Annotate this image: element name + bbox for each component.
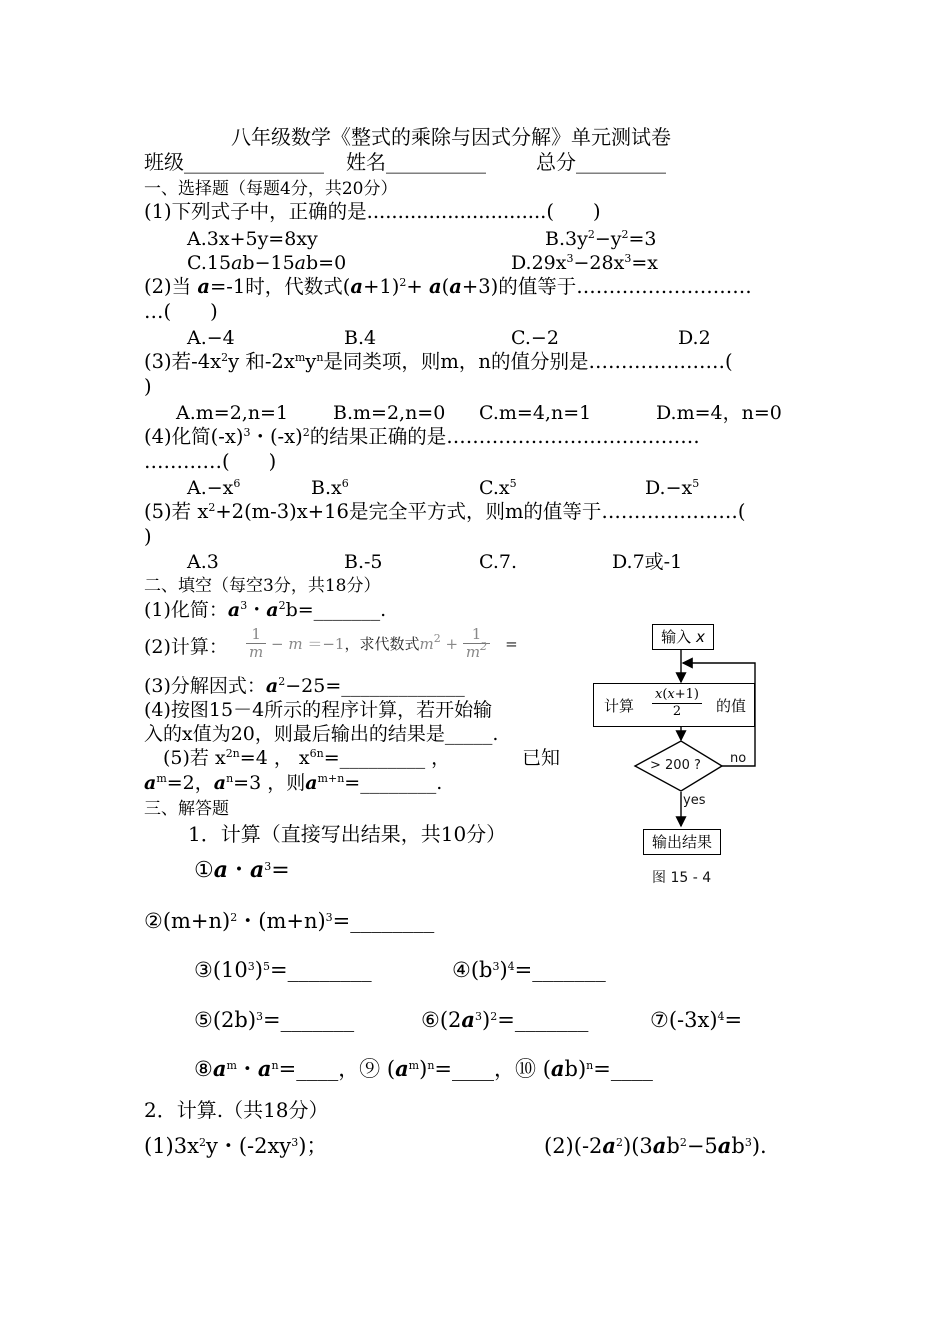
calc-item-9-blank[interactable]: ____ [452, 1057, 495, 1081]
flow-no-label: no [730, 751, 747, 766]
fill-q5-prefix: (5)若 [163, 747, 209, 769]
calc-item-3-blank[interactable]: ________ [287, 958, 372, 982]
fill-q1-blank[interactable]: _______ [313, 599, 381, 621]
calc-item-10-blank[interactable]: ____ [610, 1057, 653, 1081]
fill-q1: (1)化简：$a^3$・$a^2b=\_\_\_\_\_\_\_$. [144, 599, 387, 621]
flow-output-box [643, 829, 721, 855]
flow-input-box: 输入 x [652, 624, 714, 650]
score-blank[interactable]: _________ [576, 150, 666, 174]
calc-items-8-10: $⑧a^m$・$a^n=\_\_\_\_$，⑨ $(a^m)^n=\_\_\_\_$，⑩ (ab)$^n$=____ [194, 1056, 653, 1081]
fill-q2 [144, 635, 228, 659]
part2-heading: 2．计算.（共18分） [144, 1098, 329, 1122]
calc-item-7: $⑦(-3x)^4=$ [650, 1008, 743, 1032]
part1-heading: 1．计算（直接写出结果，共10分） [188, 822, 507, 846]
class-field [144, 150, 324, 174]
calc-item-6: $⑥(2a^3)^2=\_\_\_\_\_\_\_$ [421, 1007, 589, 1032]
name-label: 姓名 [346, 150, 386, 174]
q3-option-c[interactable]: C.m=4,n=1 [479, 402, 592, 424]
fill-q5-line2: $a^m=2$，$a^n=3$ ，则$a^{m+n}=\_\_\_\_\_\_\_\_$. [144, 772, 443, 794]
part2-item-2: $(2)(-2a^2)(3ab^2-5ab^3)$. [544, 1133, 767, 1158]
fill-q3-blank[interactable]: _____________ [341, 675, 465, 697]
q1-option-b[interactable]: $B.3y^2-y^2=3$ [545, 228, 657, 250]
flow-compute-label: 计算 [604, 697, 635, 715]
q4-stem-line2: …………( ) [144, 450, 277, 473]
calc-item-1: ①a・$a^3=$ [194, 857, 290, 883]
q4-stem: (4)化简$(-x)^3$・$(-x)^2$的结果正确的是………………………………… [144, 425, 700, 448]
q3-stem: (3)若$-4x^2y$ 和$-2x^my^n$是同类项，则m，n的值分别是…………………( [144, 350, 733, 373]
flow-yes-label: yes [683, 793, 706, 808]
calc-item-4-blank[interactable]: _______ [532, 958, 606, 982]
fill-q4-line1: (4)按图15－4所示的程序计算，若开始输 [144, 699, 493, 721]
q2-stem-line2: …( ) [144, 300, 218, 323]
fill-q2-expression: $\frac{1}{m}$ − m ＝−1，求代数式$m^2$ + $\frac{1}{m^2}$ = [246, 626, 518, 661]
q4-option-d[interactable]: $D.-x^5$ [645, 477, 700, 499]
flow-caption: 图 15 - 4 [652, 870, 712, 886]
section3-heading: 三、解答题 [144, 799, 229, 819]
q3-stem-mid: 是同类项，则m，n的值分别是…………………( [323, 350, 733, 373]
score-label: 总分 [536, 150, 576, 174]
q5-option-c[interactable]: C.7. [479, 551, 518, 573]
name-field [346, 150, 486, 174]
flow-compute-suffix: 的值 [716, 697, 747, 715]
q3-option-d[interactable]: D.m=4，n=0 [656, 402, 782, 424]
q4-option-b[interactable]: $B.x^6$ [311, 477, 349, 499]
flow-condition: > 200 ? [650, 758, 701, 773]
q2-option-b[interactable]: B.4 [344, 327, 377, 349]
page-title: 八年级数学《整式的乘除与因式分解》单元测试卷 [231, 125, 671, 149]
flow-output-label: 输出结果 [651, 833, 712, 851]
q3-stem-line2: ) [144, 375, 152, 398]
q5-stem: (5)若 $x^2+2(m-3)x+16$是完全平方式，则m的值等于…………………( [144, 500, 746, 523]
fill-q2-prefix: (2)计算： [144, 636, 228, 658]
flow-compute-fraction: $\frac{x(x+1)}{2}$ [652, 687, 702, 720]
calc-item-2-blank[interactable]: ________ [350, 909, 435, 933]
q3-option-a[interactable]: A.m=2,n=1 [176, 402, 289, 424]
q2-stem-cont: 的值等于……………………… [498, 275, 752, 298]
q4-option-a[interactable]: $A.-x^6$ [187, 477, 241, 499]
flowchart [590, 620, 790, 890]
calc-item-8-blank[interactable]: ____ [296, 1057, 339, 1081]
q2-option-c[interactable]: C.−2 [511, 327, 559, 349]
class-blank[interactable]: ______________ [184, 150, 324, 174]
class-label: 班级 [144, 150, 184, 174]
calc-item-5: $⑤(2b)^3=\_\_\_\_\_\_\_$ [194, 1008, 355, 1032]
fill-q3: (3)分解因式：$a^2-25=\_\_\_\_\_\_\_\_\_\_\_\_\_$ [144, 675, 465, 697]
section1-heading: 一、选择题（每题4分，共20分） [144, 179, 398, 199]
q5-option-a[interactable]: A.3 [187, 551, 219, 573]
fill-q5: (5)若 $x^{2n}=4$ ， $x^{6n}=\_\_\_\_\_\_\_\_\_$ ， [163, 747, 451, 769]
calc-item-4: $④(b^3)^4=\_\_\_\_\_\_\_$ [452, 958, 606, 982]
score-field [536, 150, 666, 174]
q2-option-a[interactable]: A.−4 [187, 327, 235, 349]
q5-option-b[interactable]: B.-5 [344, 551, 383, 573]
q5-stem-cont: 是完全平方式，则m的值等于…………………( [348, 500, 746, 523]
q1-stem: (1)下列式子中，正确的是.............................( ) [144, 200, 601, 223]
q3-option-b[interactable]: B.m=2,n=0 [333, 402, 446, 424]
name-blank[interactable]: __________ [386, 150, 486, 174]
part2-item-1: $(1)3x^2y$・$(-2xy^3)$； [144, 1134, 328, 1158]
fill-q5-known: 已知 [522, 747, 561, 769]
q1-option-a[interactable]: A.3x+5y=8xy [187, 228, 318, 250]
calc-item-5-blank[interactable]: _______ [280, 1008, 355, 1032]
fill-q3-prefix: (3)分解因式： [144, 675, 266, 697]
q1-option-c[interactable]: C.15ab−15ab=0 [187, 252, 347, 274]
q1-option-d[interactable]: $D.29x^3-28x^3=x$ [511, 252, 658, 274]
fill-q1-prefix: (1)化简： [144, 599, 228, 621]
q5-option-d[interactable]: D.7或-1 [612, 551, 683, 573]
section2-heading: 二、填空（每空3分，共18分） [144, 576, 381, 596]
q5-stem-line2: ) [144, 525, 152, 548]
q2-stem: (2)当 a=-1时，代数式$(a+1)^2+ a(a+3)$的值等于……………………… [144, 275, 752, 298]
calc-item-6-blank[interactable]: _______ [514, 1008, 589, 1032]
q2-option-d[interactable]: D.2 [678, 327, 711, 349]
calc-item-3: $③(10^3)^5=\_\_\_\_\_\_\_\_$ [194, 958, 372, 982]
flow-compute-box [593, 683, 755, 727]
fill-q5-blank1[interactable]: _________ [339, 747, 426, 769]
calc-item-2: $②(m+n)^2$・$(m+n)^3=\_\_\_\_\_\_\_\_$ [144, 909, 435, 933]
q4-stem-cont: 的结果正确的是………………………………… [309, 425, 700, 448]
q4-option-c[interactable]: $C.x^5$ [479, 477, 517, 499]
fill-q5-blank2[interactable]: ________ [360, 772, 437, 794]
flow-input-label: 输入 [661, 628, 692, 646]
fill-q2-text: ，求代数式 [344, 635, 420, 653]
fill-q4-line2: 入的x值为20，则最后输出的结果是_____. [144, 723, 499, 745]
